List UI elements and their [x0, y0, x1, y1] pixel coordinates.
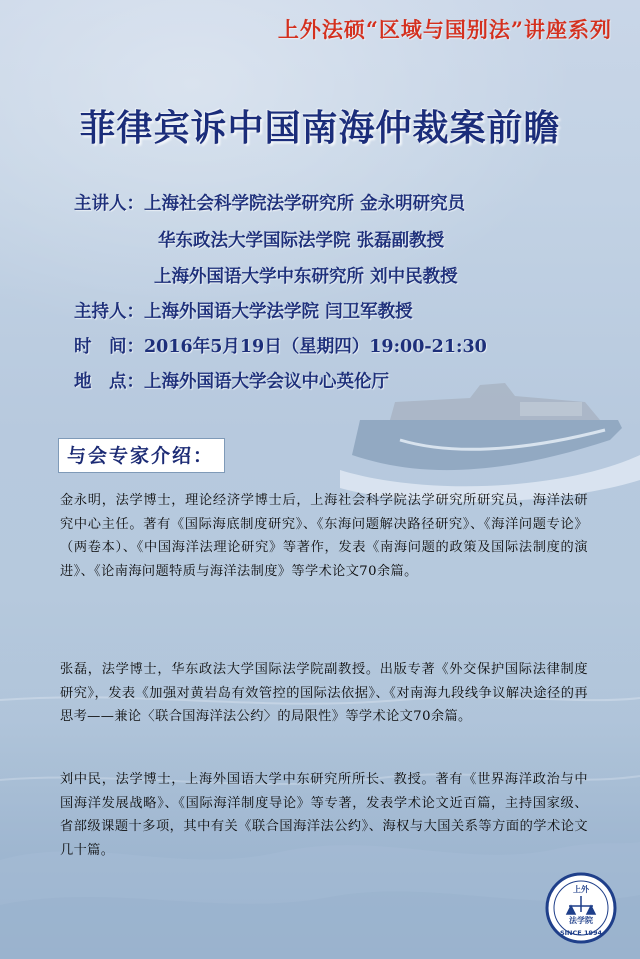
- law-school-seal: [545, 872, 617, 944]
- speaker-row-2: [158, 227, 444, 252]
- seal-middle-text: 法学院: [569, 915, 593, 925]
- bio-jin-yongming: 金永明，法学博士，理论经济学博士后，上海社会科学院法学研究所研究员，海洋法研究中心主任。著有《国际海底制度研究》、《东海问题解决路径研究》、《海洋问题专论》（两卷本）、《中国海洋法理论研究》等著作，发表《南海问题的政策及国际法制度的演进》、《论南海问题特质与海洋法制度》等学术论文70余篇。: [60, 493, 588, 579]
- time-label: 时 间：: [74, 337, 144, 357]
- place-label: 地 点：: [74, 372, 144, 392]
- seal-bottom-text: SINCE 1994: [559, 929, 603, 937]
- bio-liu-zhongmin: 刘中民，法学博士，上海外国语大学中东研究所所长、教授。著有《世界海洋政治与中国海洋发展战略》、《国际海洋制度导论》等专著，发表学术论文近百篇，主持国家级、省部级课题十多项，其中有关《联合国海洋法公约》、海权与大国关系等方面的学术论文几十篇。: [60, 772, 588, 858]
- time-row: [74, 333, 487, 358]
- host-value: 上海外国语大学法学院 闫卫军教授: [144, 302, 413, 322]
- lecture-series-title: 上外法硕“区域与国别法”讲座系列: [277, 17, 612, 42]
- speaker-3: 上海外国语大学中东研究所 刘中民教授: [154, 267, 458, 287]
- seal-top-text: 上外: [573, 885, 589, 894]
- bio-zhang-lei: 张磊，法学博士，华东政法大学国际法学院副教授。出版专著《外交保护国际法律制度研究》，发表《加强对黄岩岛有效管控的国际法依据》、《对南海九段线争议解决途径的再思考——兼论〈联合国海洋法公约〉的局限性》等学术论文70余篇。: [60, 662, 588, 724]
- place-value: 上海外国语大学会议中心英伦厅: [144, 372, 389, 392]
- place-row: [74, 368, 389, 393]
- host-row: [74, 298, 413, 323]
- speaker-2: 华东政法大学国际法学院 张磊副教授: [158, 231, 445, 251]
- main-title: 菲律宾诉中国南海仲裁案前瞻: [79, 107, 561, 149]
- speaker-row-3: [154, 263, 458, 288]
- speaker-row-1: [74, 190, 465, 215]
- wave-2: [0, 891, 640, 959]
- experts-heading: 与会专家介绍：: [58, 438, 225, 473]
- time-value: 2016年5月19日（星期四）19:00-21:30: [144, 337, 487, 357]
- speaker-label: 主讲人：: [74, 194, 144, 214]
- speaker-1: 上海社会科学院法学研究所 金永明研究员: [144, 194, 466, 214]
- host-label: 主持人：: [74, 302, 144, 322]
